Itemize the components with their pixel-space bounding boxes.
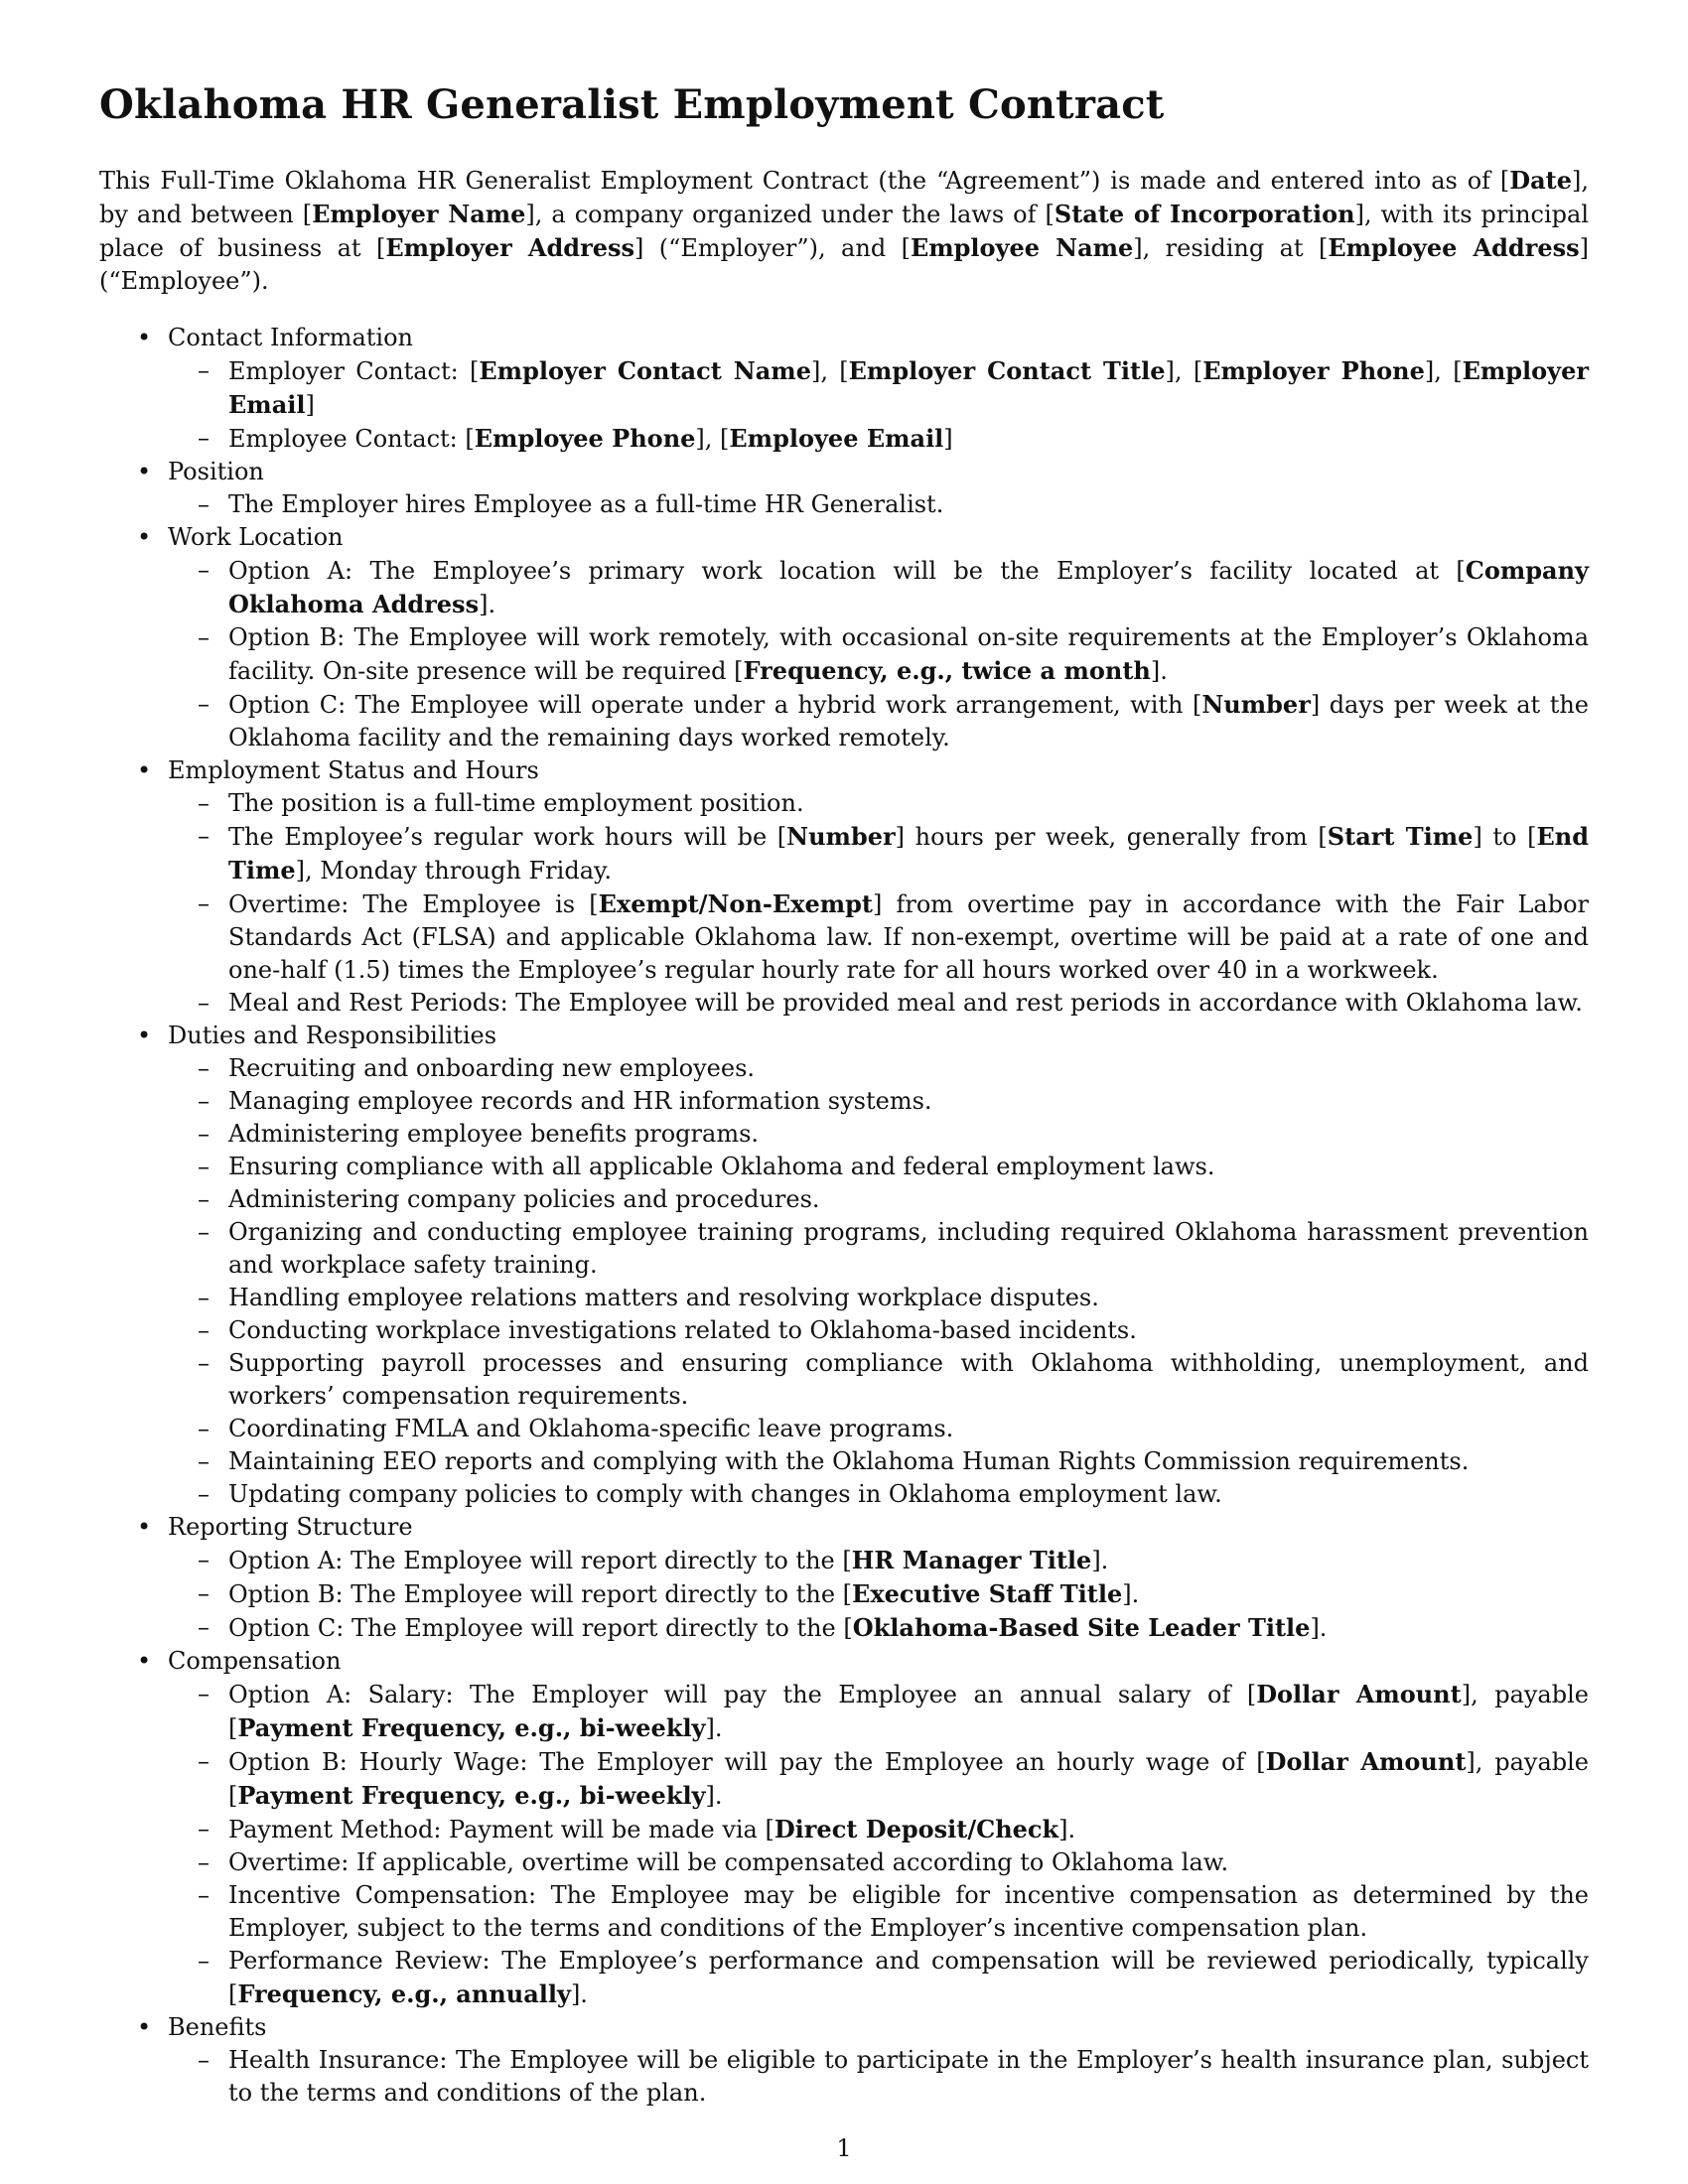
text-run: ], payable [ bbox=[228, 1681, 1589, 1742]
section-subitems bbox=[168, 1052, 1589, 1511]
list-item bbox=[168, 887, 1589, 987]
page-number: 1 bbox=[836, 2134, 852, 2162]
dash-icon: – bbox=[198, 1120, 210, 1148]
placeholder-field: Employer Contact Name bbox=[479, 356, 811, 385]
placeholder-field: End Time bbox=[228, 822, 1590, 885]
text-run: Option B: The Employee will report directly to the [ bbox=[228, 1580, 853, 1608]
dash-icon: – bbox=[198, 1546, 210, 1573]
dash-icon: – bbox=[198, 690, 210, 718]
text-run: Overtime: The Employee is [ bbox=[228, 890, 599, 918]
section-title: Work Location bbox=[168, 523, 344, 551]
section-item bbox=[99, 521, 1589, 754]
placeholder-field: Employee Phone bbox=[474, 424, 696, 453]
placeholder-field: Dollar Amount bbox=[1265, 1747, 1467, 1776]
section-title: Benefits bbox=[168, 2013, 267, 2041]
list-item bbox=[168, 1282, 1589, 1314]
dash-icon: – bbox=[198, 1881, 210, 1909]
dash-icon: – bbox=[198, 889, 210, 917]
text-run: Option C: The Employee will operate under a hybrid work arrangement, with [ bbox=[228, 691, 1202, 719]
placeholder-field: Employer Contact Title bbox=[848, 356, 1166, 385]
text-run: This Full-Time Oklahoma HR Generalist Employment Contract (the “Agreement”) is made and entered into as of [ bbox=[99, 167, 1510, 195]
text-run: ], Monday through Friday. bbox=[295, 857, 613, 885]
text-run: Conducting workplace investigations related to Oklahoma-based incidents. bbox=[228, 1316, 1137, 1344]
dash-icon: – bbox=[198, 1613, 210, 1641]
text-run: ] days per week at the Oklahoma facility and the remaining days worked remotely. bbox=[228, 691, 1590, 751]
list-item bbox=[168, 1945, 1589, 2011]
list-item bbox=[168, 1813, 1589, 1846]
text-run: Meal and Rest Periods: The Employee will be provided meal and rest periods in accordance with Oklahoma law. bbox=[228, 989, 1583, 1017]
section-subitems bbox=[168, 554, 1589, 754]
text-run: The position is a full-time employment position. bbox=[228, 789, 804, 817]
text-run: ], [ bbox=[810, 357, 849, 385]
bullet-icon: • bbox=[137, 458, 152, 485]
text-run: Recruiting and onboarding new employees. bbox=[228, 1054, 756, 1082]
text-run: ]. bbox=[705, 1714, 723, 1742]
text-run: ] hours per week, generally from [ bbox=[895, 823, 1328, 851]
dash-icon: – bbox=[198, 1054, 210, 1082]
list-item bbox=[168, 554, 1589, 621]
section-subitems bbox=[168, 488, 1589, 521]
dash-icon: – bbox=[198, 822, 210, 850]
text-run: ]. bbox=[479, 591, 496, 618]
placeholder-field: Payment Frequency, e.g., bi-weekly bbox=[237, 1713, 706, 1742]
text-run: ] from overtime pay in accordance with the Fair Labor Standards Act (FLSA) and applicable Oklahoma law. If non-exempt, overtime will be paid at a rate of one and one-half (1.5) times the Employee’s regular hourly rate for all hours worked over 40 in a workweek. bbox=[228, 890, 1590, 984]
dash-icon: – bbox=[198, 1087, 210, 1115]
section-title: Duties and Responsibilities bbox=[168, 1022, 497, 1049]
list-item bbox=[168, 1118, 1589, 1151]
list-item bbox=[168, 688, 1589, 754]
section-subitems bbox=[168, 1678, 1589, 2011]
bullet-icon: • bbox=[137, 324, 152, 351]
text-run: ]. bbox=[1058, 1816, 1076, 1843]
text-run: Incentive Compensation: The Employee may be eligible for incentive compensation as determined by the Employer, subject to the terms and conditions of the Employer’s incentive compensation plan. bbox=[228, 1881, 1589, 1942]
section-title: Contact Information bbox=[168, 324, 413, 351]
placeholder-field: Payment Frequency, e.g., bi-weekly bbox=[237, 1781, 706, 1810]
document-title: Oklahoma HR Generalist Employment Contract bbox=[99, 81, 1165, 128]
placeholder-field: Number bbox=[786, 822, 896, 851]
dash-icon: – bbox=[198, 1316, 210, 1344]
bullet-icon: • bbox=[137, 1513, 152, 1541]
dash-icon: – bbox=[198, 1284, 210, 1311]
section-item bbox=[99, 322, 1589, 456]
placeholder-field: Employer Email bbox=[228, 356, 1590, 419]
placeholder-field: Number bbox=[1201, 690, 1311, 719]
list-item bbox=[168, 1846, 1589, 1879]
text-run: Option A: The Employee will report directly to the [ bbox=[228, 1547, 852, 1574]
dash-icon: – bbox=[198, 356, 210, 384]
text-run: ], [ bbox=[1165, 357, 1203, 385]
placeholder-field: Date bbox=[1509, 166, 1572, 195]
text-run: ], payable [ bbox=[228, 1748, 1589, 1810]
dash-icon: – bbox=[198, 1480, 210, 1508]
section-title: Compensation bbox=[168, 1647, 342, 1675]
text-run: Option B: The Employee will work remotely, with occasional on-site requirements at the Employer’s Oklahoma facility. On-site presence will be required [ bbox=[228, 623, 1589, 685]
section-item bbox=[99, 1511, 1589, 1645]
list-item bbox=[168, 1445, 1589, 1478]
list-item bbox=[168, 1745, 1589, 1813]
list-item bbox=[168, 1413, 1589, 1445]
dash-icon: – bbox=[198, 623, 210, 651]
section-title: Reporting Structure bbox=[168, 1513, 413, 1541]
placeholder-field: Employer Name bbox=[312, 200, 526, 228]
placeholder-field: Employee Email bbox=[729, 424, 944, 453]
list-item bbox=[168, 787, 1589, 820]
placeholder-field: Exempt/Non-Exempt bbox=[598, 889, 873, 918]
placeholder-field: Frequency, e.g., twice a month bbox=[743, 656, 1151, 685]
list-item bbox=[168, 1577, 1589, 1611]
text-run: ]. bbox=[1122, 1580, 1140, 1608]
dash-icon: – bbox=[198, 1185, 210, 1213]
list-item bbox=[168, 1611, 1589, 1645]
dash-icon: – bbox=[198, 490, 210, 518]
section-item bbox=[99, 754, 1589, 1020]
text-run: ] (“Employer”), and [ bbox=[634, 234, 911, 262]
list-item bbox=[168, 1085, 1589, 1118]
section-subitems bbox=[168, 2044, 1589, 2110]
list-item bbox=[168, 1478, 1589, 1511]
text-run: ], [ bbox=[695, 425, 730, 453]
dash-icon: – bbox=[198, 1218, 210, 1246]
text-run: Performance Review: The Employee’s performance and compensation will be reviewed periodically, typically [ bbox=[228, 1947, 1589, 2008]
text-run: ]. bbox=[1310, 1614, 1328, 1642]
placeholder-field: Executive Staff Title bbox=[852, 1579, 1123, 1608]
section-title: Employment Status and Hours bbox=[168, 756, 539, 784]
text-run: Option A: Salary: The Employer will pay the Employee an annual salary of [ bbox=[228, 1681, 1257, 1708]
placeholder-field: Oklahoma-Based Site Leader Title bbox=[852, 1613, 1311, 1642]
dash-icon: – bbox=[198, 989, 210, 1017]
list-item bbox=[168, 1678, 1589, 1745]
dash-icon: – bbox=[198, 1579, 210, 1607]
text-run: ] bbox=[305, 391, 315, 419]
placeholder-field: Direct Deposit/Check bbox=[774, 1815, 1059, 1843]
text-run: Option A: The Employee’s primary work location will be the Employer’s facility located at [ bbox=[228, 557, 1466, 585]
bullet-icon: • bbox=[137, 756, 152, 784]
placeholder-field: Employer Address bbox=[385, 233, 635, 262]
bullet-icon: • bbox=[137, 2013, 152, 2041]
text-run: ]. bbox=[1091, 1547, 1109, 1574]
dash-icon: – bbox=[198, 1947, 210, 1975]
text-run: Payment Method: Payment will be made via [ bbox=[228, 1816, 774, 1843]
text-run: Health Insurance: The Employee will be eligible to participate in the Employer’s health insurance plan, subject to the terms and conditions of the plan. bbox=[228, 2046, 1589, 2107]
text-run: Coordinating FMLA and Oklahoma-specific leave programs. bbox=[228, 1415, 954, 1442]
list-item bbox=[168, 621, 1589, 688]
text-run: ]. bbox=[705, 1782, 723, 1810]
dash-icon: – bbox=[198, 1349, 210, 1377]
dash-icon: – bbox=[198, 556, 210, 584]
text-run: Employee Contact: [ bbox=[228, 425, 475, 453]
dash-icon: – bbox=[198, 1415, 210, 1442]
text-run: ], residing at [ bbox=[1133, 234, 1329, 262]
list-item bbox=[168, 354, 1589, 422]
section-subitems bbox=[168, 354, 1589, 456]
list-item bbox=[168, 422, 1589, 456]
text-run: Option C: The Employee will report directly to the [ bbox=[228, 1614, 853, 1642]
list-item bbox=[168, 1314, 1589, 1347]
list-item bbox=[168, 1544, 1589, 1577]
section-item bbox=[99, 1020, 1589, 1511]
section-title: Position bbox=[168, 458, 264, 485]
placeholder-field: Employee Address bbox=[1328, 233, 1580, 262]
list-item bbox=[168, 820, 1589, 887]
text-run: Administering company policies and procedures. bbox=[228, 1185, 820, 1213]
text-run: ], [ bbox=[1424, 357, 1463, 385]
text-run: The Employer hires Employee as a full-time HR Generalist. bbox=[228, 490, 944, 518]
list-item bbox=[168, 488, 1589, 521]
dash-icon: – bbox=[198, 1447, 210, 1475]
text-run: The Employee’s regular work hours will be [ bbox=[228, 823, 787, 851]
text-run: ], with its principal place of business at [ bbox=[99, 201, 1589, 262]
text-run: Ensuring compliance with all applicable Oklahoma and federal employment laws. bbox=[228, 1153, 1215, 1180]
section-item bbox=[99, 2011, 1589, 2110]
text-run: ], by and between [ bbox=[99, 167, 1589, 228]
dash-icon: – bbox=[198, 1747, 210, 1775]
text-run: ] (“Employee”). bbox=[99, 234, 1590, 295]
placeholder-field: Employee Name bbox=[910, 233, 1134, 262]
dash-icon: – bbox=[198, 424, 210, 452]
section-subitems bbox=[168, 787, 1589, 1020]
text-run: Managing employee records and HR information systems. bbox=[228, 1087, 932, 1115]
list-item bbox=[168, 1347, 1589, 1413]
placeholder-field: HR Manager Title bbox=[851, 1546, 1092, 1574]
text-run: Administering employee benefits programs. bbox=[228, 1120, 760, 1148]
text-run: Organizing and conducting employee training programs, including required Oklahoma harassment prevention and workplace safety training. bbox=[228, 1218, 1589, 1279]
placeholder-field: Dollar Amount bbox=[1256, 1680, 1462, 1708]
bullet-icon: • bbox=[137, 523, 152, 551]
bullet-icon: • bbox=[137, 1022, 152, 1049]
contract-document bbox=[99, 81, 1589, 2110]
text-run: ] to [ bbox=[1473, 823, 1537, 851]
section-item bbox=[99, 456, 1589, 521]
text-run: Option B: Hourly Wage: The Employer will pay the Employee an hourly wage of [ bbox=[228, 1748, 1266, 1776]
placeholder-field: Start Time bbox=[1327, 822, 1474, 851]
list-item bbox=[168, 1183, 1589, 1216]
text-run: Maintaining EEO reports and complying with the Oklahoma Human Rights Commission requirements. bbox=[228, 1447, 1470, 1475]
list-item bbox=[168, 1216, 1589, 1282]
text-run: Employer Contact: [ bbox=[228, 357, 480, 385]
placeholder-field: State of Incorporation bbox=[1054, 200, 1355, 228]
list-item bbox=[168, 1151, 1589, 1183]
dash-icon: – bbox=[198, 1815, 210, 1843]
dash-icon: – bbox=[198, 1848, 210, 1876]
list-item bbox=[168, 987, 1589, 1020]
text-run: ]. bbox=[1150, 657, 1168, 685]
list-item bbox=[168, 1052, 1589, 1085]
placeholder-field: Employer Phone bbox=[1202, 356, 1425, 385]
dash-icon: – bbox=[198, 1680, 210, 1707]
text-run: Supporting payroll processes and ensuring compliance with Oklahoma withholding, unemployment, and workers’ compensation requirements. bbox=[228, 1349, 1589, 1410]
text-run: ]. bbox=[570, 1980, 588, 2008]
text-run: Overtime: If applicable, overtime will be compensated according to Oklahoma law. bbox=[228, 1848, 1229, 1876]
dash-icon: – bbox=[198, 1153, 210, 1180]
section-item bbox=[99, 1645, 1589, 2011]
dash-icon: – bbox=[198, 2046, 210, 2074]
text-run: Handling employee relations matters and resolving workplace disputes. bbox=[228, 1284, 1099, 1311]
bullet-icon: • bbox=[137, 1647, 152, 1675]
section-subitems bbox=[168, 1544, 1589, 1645]
text-run: ] bbox=[943, 425, 953, 453]
text-run: ], a company organized under the laws of [ bbox=[525, 201, 1055, 228]
placeholder-field: Frequency, e.g., annually bbox=[237, 1979, 571, 2008]
list-item bbox=[168, 1879, 1589, 1945]
dash-icon: – bbox=[198, 789, 210, 817]
list-item bbox=[168, 2044, 1589, 2110]
text-run: Updating company policies to comply with changes in Oklahoma employment law. bbox=[228, 1480, 1222, 1508]
section-list bbox=[99, 322, 1589, 2110]
placeholder-field: Company Oklahoma Address bbox=[228, 556, 1589, 618]
intro-paragraph bbox=[99, 164, 1589, 298]
